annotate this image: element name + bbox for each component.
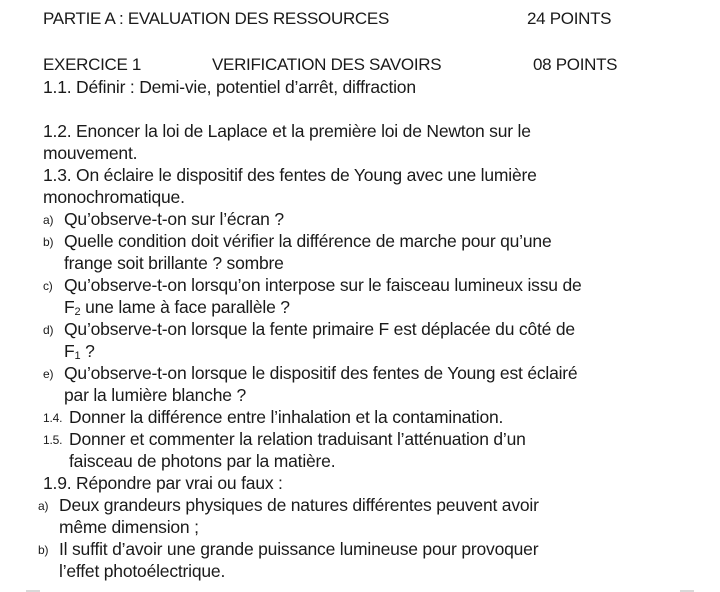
item-marker-b: b) bbox=[38, 543, 49, 557]
question-1-3-c-line2-text: une lame à face parallèle ? bbox=[80, 297, 290, 317]
question-1-3-a: Qu’observe-t-on sur l’écran ? bbox=[64, 209, 284, 229]
part-title: PARTIE A : EVALUATION DES RESSOURCES bbox=[43, 9, 389, 28]
exercise-label: EXERCICE 1 bbox=[43, 55, 142, 74]
question-1-2-line1: 1.2. Enoncer la loi de Laplace et la première loi de Newton sur le bbox=[43, 121, 531, 141]
question-1-9-b-line2: l’effet photoélectrique. bbox=[59, 561, 226, 581]
item-marker-d: d) bbox=[43, 323, 54, 337]
item-marker-a: a) bbox=[43, 213, 54, 227]
f2-symbol: F bbox=[64, 297, 75, 317]
item-marker-a: a) bbox=[38, 499, 49, 513]
item-marker-e: e) bbox=[43, 367, 54, 381]
question-1-3-d-line2-text: ? bbox=[80, 341, 95, 361]
question-1-3-line2: monochromatique. bbox=[43, 187, 185, 207]
question-1-9-a-line1: Deux grandeurs physiques de natures différentes peuvent avoir bbox=[59, 495, 539, 515]
question-1-3-c-line1: Qu’observe-t-on lorsqu’on interpose sur le faisceau lumineux issu de bbox=[64, 275, 582, 295]
question-1-5-number: 1.5. bbox=[43, 433, 63, 447]
question-1-3-b-line1: Quelle condition doit vérifier la différence de marche pour qu’une bbox=[64, 231, 552, 251]
question-1-3-line1: 1.3. On éclaire le dispositif des fentes de Young avec une lumière bbox=[43, 165, 537, 185]
f2-subscript: 2 bbox=[74, 306, 81, 318]
question-1-1: 1.1. Définir : Demi-vie, potentiel d’arrêt, diffraction bbox=[43, 77, 416, 97]
question-1-9: 1.9. Répondre par vrai ou faux : bbox=[43, 473, 283, 493]
question-1-9-b-line1: Il suffit d’avoir une grande puissance lumineuse pour provoquer bbox=[59, 539, 539, 559]
f1-subscript: 1 bbox=[74, 350, 81, 362]
question-1-5-line2: faisceau de photons par la matière. bbox=[69, 451, 336, 471]
item-marker-c: c) bbox=[43, 279, 53, 293]
question-1-2-line2: mouvement. bbox=[43, 143, 138, 163]
question-1-4-number: 1.4. bbox=[43, 411, 63, 425]
question-1-4: Donner la différence entre l’inhalation et la contamination. bbox=[69, 407, 504, 427]
question-1-3-d-line1: Qu’observe-t-on lorsque la fente primaire F est déplacée du côté de bbox=[64, 319, 575, 339]
question-1-3-e-line1: Qu’observe-t-on lorsque le dispositif des fentes de Young est éclairé bbox=[64, 363, 578, 383]
question-1-5-line1: Donner et commenter la relation traduisant l’atténuation d’un bbox=[69, 429, 526, 449]
question-1-3-d-line2 bbox=[64, 341, 95, 362]
f1-symbol: F bbox=[64, 341, 75, 361]
item-marker-b: b) bbox=[43, 235, 54, 249]
question-1-3-b-line2: frange soit brillante ? sombre bbox=[64, 253, 284, 273]
question-1-9-a-line2: même dimension ; bbox=[59, 517, 199, 537]
exercise-points: 08 POINTS bbox=[533, 55, 618, 74]
question-1-3-c-line2 bbox=[64, 297, 290, 318]
question-1-3-e-line2: par la lumière blanche ? bbox=[64, 385, 246, 405]
exercise-title: VERIFICATION DES SAVOIRS bbox=[212, 55, 442, 74]
part-points: 24 POINTS bbox=[527, 9, 612, 28]
